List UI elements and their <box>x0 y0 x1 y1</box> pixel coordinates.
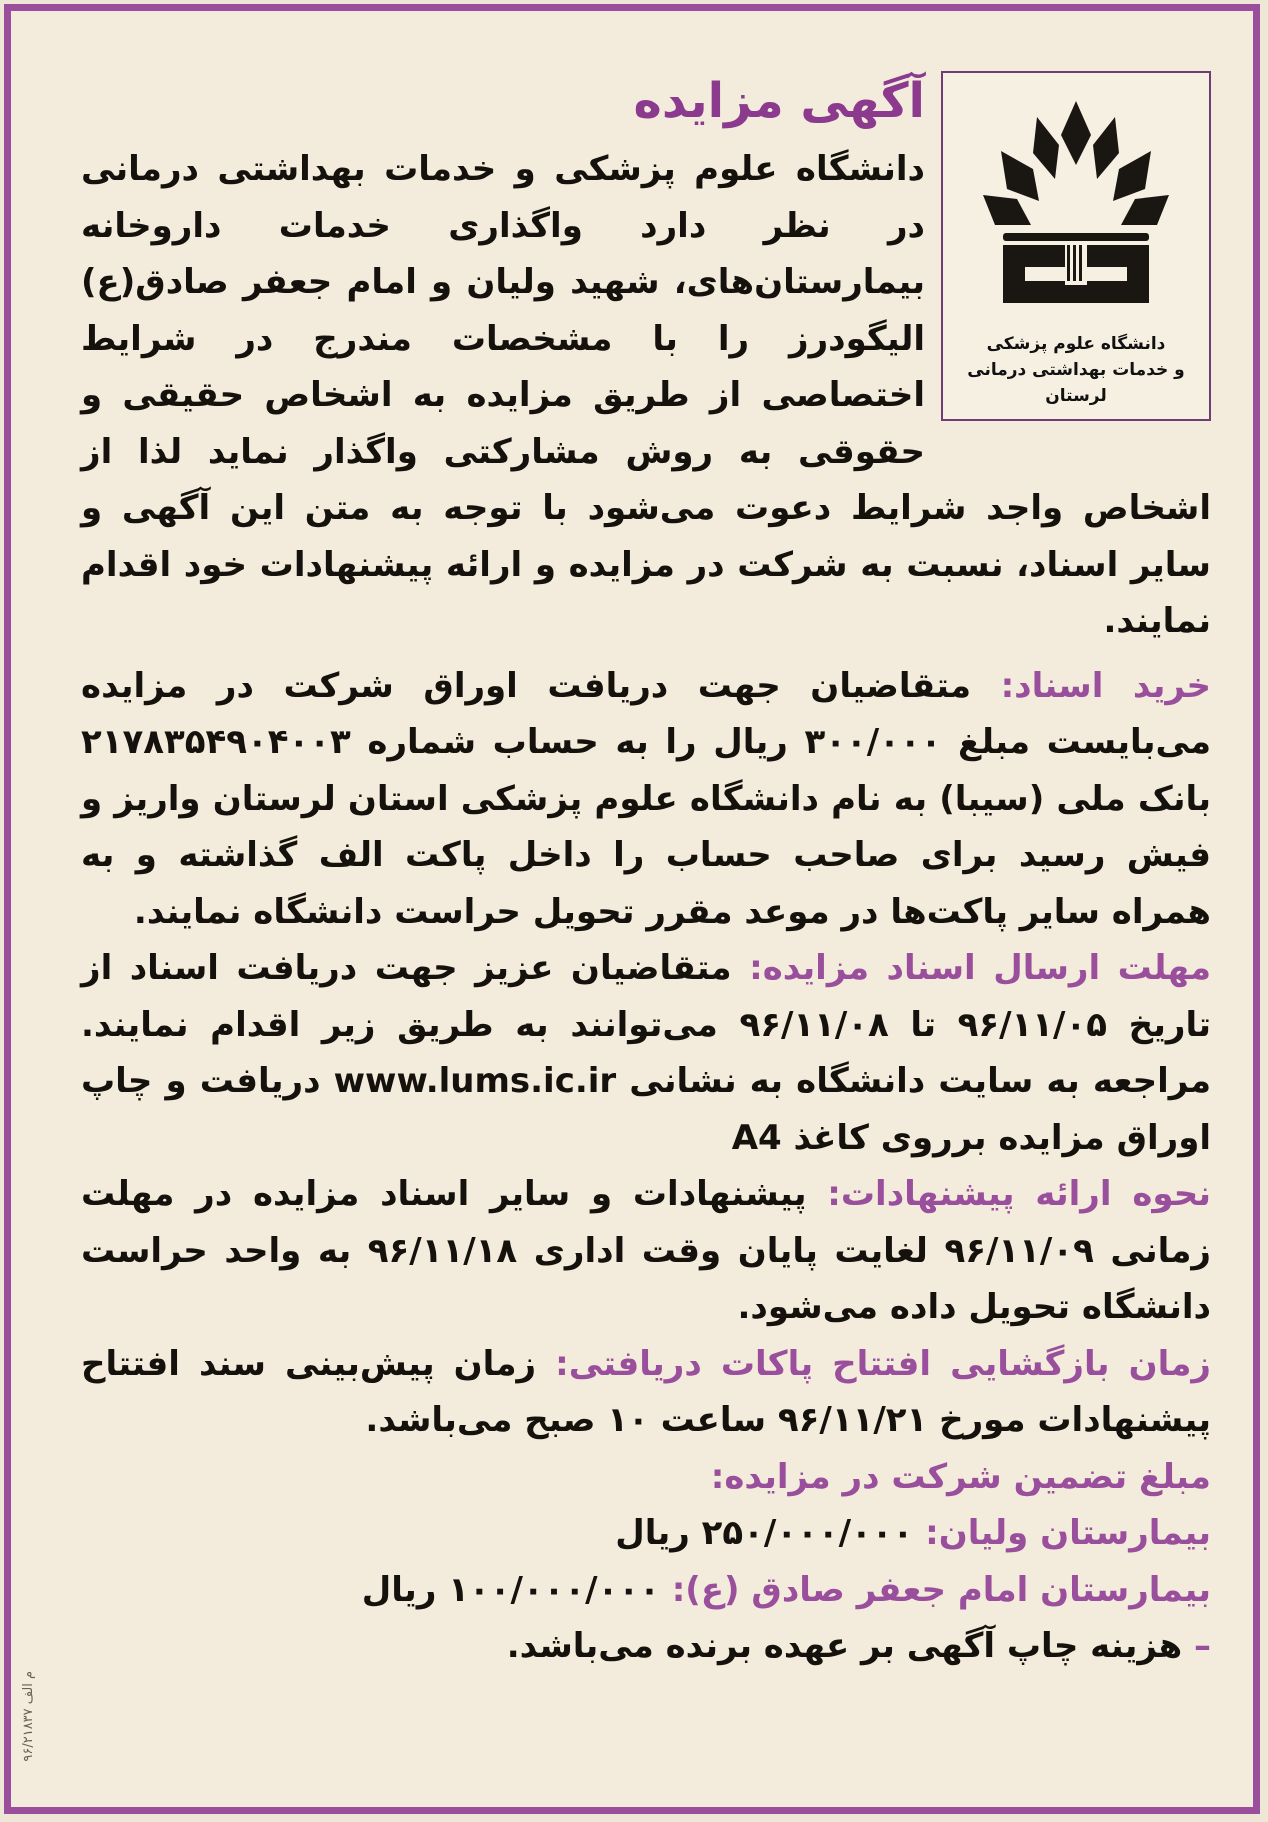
section-heading: نحوه ارائه پیشنهادات: <box>827 1174 1211 1214</box>
page-title: آگهی مزایده <box>633 73 925 129</box>
university-logo-box <box>941 71 1211 421</box>
guarantee-amount: ۱۰۰/۰۰۰/۰۰۰ ریال <box>361 1569 660 1610</box>
section-purchase-documents <box>81 658 1211 941</box>
logo-caption-line-1: دانشگاه علوم پزشکی <box>986 334 1166 354</box>
guarantee-item-valiyan <box>81 1505 1211 1562</box>
advertisement-body <box>81 61 1211 1675</box>
section-document-deadline <box>81 940 1211 1166</box>
section-opening-time <box>81 1336 1211 1449</box>
guarantee-heading <box>81 1449 1211 1506</box>
section-heading: مبلغ تضمین شرکت در مزایده: <box>710 1456 1211 1497</box>
advertisement-frame <box>4 4 1260 1814</box>
logo-caption <box>943 331 1209 409</box>
ad-reference-code: ۹۶/۲۱۸۳۷ م الف <box>21 1671 36 1762</box>
section-heading: زمان بازگشایی افتتاح پاکات دریافتی: <box>555 1343 1211 1384</box>
intro-paragraph: دانشگاه علوم پزشکی و خدمات بهداشتی درمانی در نظر دارد واگذاری خدمات داروخانه بیمارستان‌های، شهید ولیان و امام جعفر صادق(ع) الیگودرز را با مشخصات مندرج در شرایط اختصاصی از طریق مزایده به اشخاص حقیقی و حقوقی به روش مشارکتی واگذار نماید لذا از اشخاص واجد شرایط دعوت می‌شود با توجه به متن این آگهی و سایر اسناد، نسبت به شرکت در مزایده و ارائه پیشنهادات خود اقدام نمایند. <box>81 149 1211 641</box>
note-dash: – <box>1194 1626 1211 1666</box>
printing-cost-note <box>81 1618 1211 1675</box>
logo-caption-line-2: و خدمات بهداشتی درمانی لرستان <box>967 360 1185 406</box>
university-emblem-icon <box>973 95 1179 327</box>
section-text: پیشنهادات و سایر اسناد مزایده در مهلت زمانی ۹۶/۱۱/۰۹ لغایت پایان وقت اداری ۹۶/۱۱/۱۸ به واحد حراست دانشگاه تحویل داده می‌شود. <box>81 1174 1211 1327</box>
section-heading: خرید اسناد: <box>1000 665 1211 706</box>
section-heading: مهلت ارسال اسناد مزایده: <box>749 948 1211 988</box>
section-text: متقاضیان جهت دریافت اوراق شرکت در مزایده می‌بایست مبلغ ۳۰۰/۰۰۰ ریال را به حساب شماره ۲۱۷۸۳۵۴۹۰۴۰۰۳ بانک ملی (سیبا) به نام دانشگاه علوم پزشکی استان لرستان واریز و فیش رسید برای صاحب حساب را داخل پاکت الف گذاشته و به همراه سایر پاکت‌ها در موعد مقرر تحویل حراست دانشگاه نمایند. <box>81 665 1211 932</box>
guarantee-label: بیمارستان ولیان: <box>925 1513 1211 1553</box>
note-text: هزینه چاپ آگهی بر عهده برنده می‌باشد. <box>506 1626 1183 1666</box>
section-text: زمان پیش‌بینی سند افتتاح پیشنهادات مورخ ۹۶/۱۱/۲۱ ساعت ۱۰ صبح می‌باشد. <box>81 1343 1211 1440</box>
section-text: متقاضیان عزیز جهت دریافت اسناد از تاریخ ۹۶/۱۱/۰۵ تا ۹۶/۱۱/۰۸ می‌توانند به طریق زیر اقدام نمایند. مراجعه به سایت دانشگاه به نشانی www.lums.ic.ir دریافت و چاپ اوراق مزایده برروی کاغذ A4 <box>81 948 1211 1158</box>
guarantee-amount: ۲۵۰/۰۰۰/۰۰۰ ریال <box>615 1513 914 1553</box>
guarantee-item-imam-jafar-sadegh <box>81 1562 1211 1619</box>
section-submission-method <box>81 1166 1211 1336</box>
guarantee-label: بیمارستان امام جعفر صادق (ع): <box>671 1569 1211 1610</box>
